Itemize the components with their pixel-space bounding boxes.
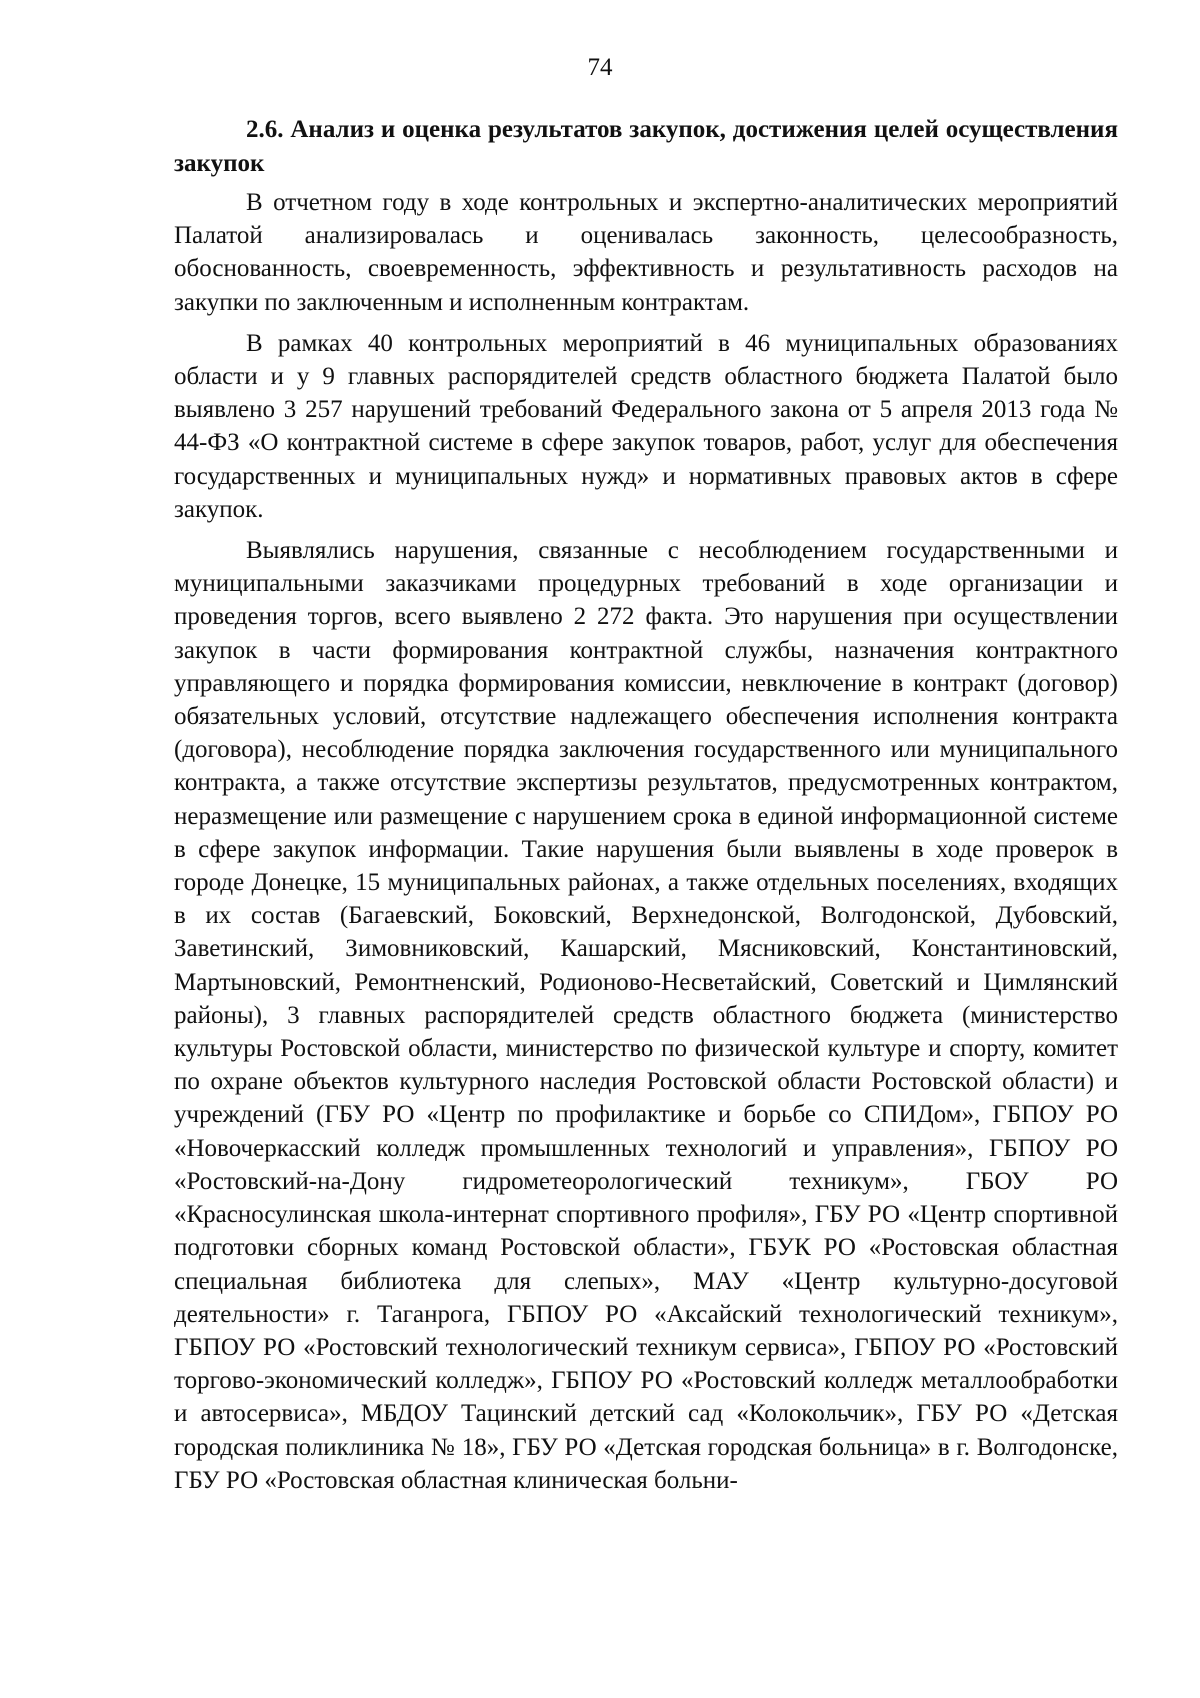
- page-number: 74: [587, 54, 613, 81]
- paragraph-violations-total: В рамках 40 контрольных мероприятий в 46 муниципальных образованиях области и у 9 главных распорядителей средств областного бюджета Палатой было выявлено 3 257 нарушений требований Федерального закона от 5 апреля 2013 года № 44-ФЗ «О контрактной системе в сфере закупок товаров, работ, услуг для обеспечения государственных и муниципальных нужд» и нормативных правовых актов в сфере закупок.: [174, 329, 1118, 523]
- paragraph-analysis-intro: В отчетном году в ходе контрольных и экспертно-аналитических мероприятий Палатой анализировалась и оценивалась законность, целесообразность, обоснованность, своевременность, эффективность и результативность расходов на закупки по заключенным и исполненным контрактам.: [174, 189, 1118, 316]
- section-title: 2.6. Анализ и оценка результатов закупок, достижения целей осуществления закупок: [174, 116, 1118, 177]
- paragraph-procedural-violations: Выявлялись нарушения, связанные с несоблюдением государственными и муниципальными заказчиками процедурных требований в ходе организации и проведения торгов, всего выявлено 2 272 факта. Это нарушения при осуществлении закупок в части формирования контрактной службы, назначения контрактного управляющего и порядка формирования комиссии, невключение в контракт (договор) обязательных условий, отсутствие надлежащего обеспечения исполнения контракта (договора), несоблюдение порядка заключения государственного или муниципального контракта, а также отсутствие экспертизы результатов, предусмотренных контрактом, неразмещение или размещение с нарушением срока в единой информационной системе в сфере закупок информации. Такие нарушения были выявлены в ходе проверок в городе Донецке, 15 муниципальных районах, а также отдельных поселениях, входящих в их состав (Багаевский, Боковский, Верхнедонской, Волгодонской, Дубовский, Заветинский, Зимовниковский, Кашарский, Мясниковский, Константиновский, Мартыновский, Ремонтненский, Родионово-Несветайский, Советский и Цимлянский районы), 3 главных распорядителей средств областного бюджета (министерство культуры Ростовской области, министерство по физической культуре и спорту, комитет по охране объектов культурного наследия Ростовской области Ростовской области) и учреждений (ГБУ РО «Центр по профилактике и борьбе со СПИДом», ГБПОУ РО «Новочеркасский колледж промышленных технологий и управления», ГБПОУ РО «Ростовский-на-Дону гидрометеорологический техникум», ГБОУ РО «Красносулинская школа-интернат спортивного профиля», ГБУ РО «Центр спортивной подготовки сборных команд Ростовской области», ГБУК РО «Ростовская областная специальная библиотека для слепых», МАУ «Центр культурно-досуговой деятельности» г. Таганрога, ГБПОУ РО «Аксайский технологический техникум», ГБПОУ РО «Ростовский технологический техникум сервиса», ГБПОУ РО «Ростовский торгово-экономический колледж», ГБПОУ РО «Ростовский колледж металлообработки и автосервиса», МБДОУ Тацинский детский сад «Колокольчик», ГБУ РО «Детская городская поликлиника № 18», ГБУ РО «Детская городская больница» в г. Волгодонске, ГБУ РО «Ростовская областная клиническая больни-: [174, 537, 1118, 1494]
- page-content: [174, 113, 1118, 1505]
